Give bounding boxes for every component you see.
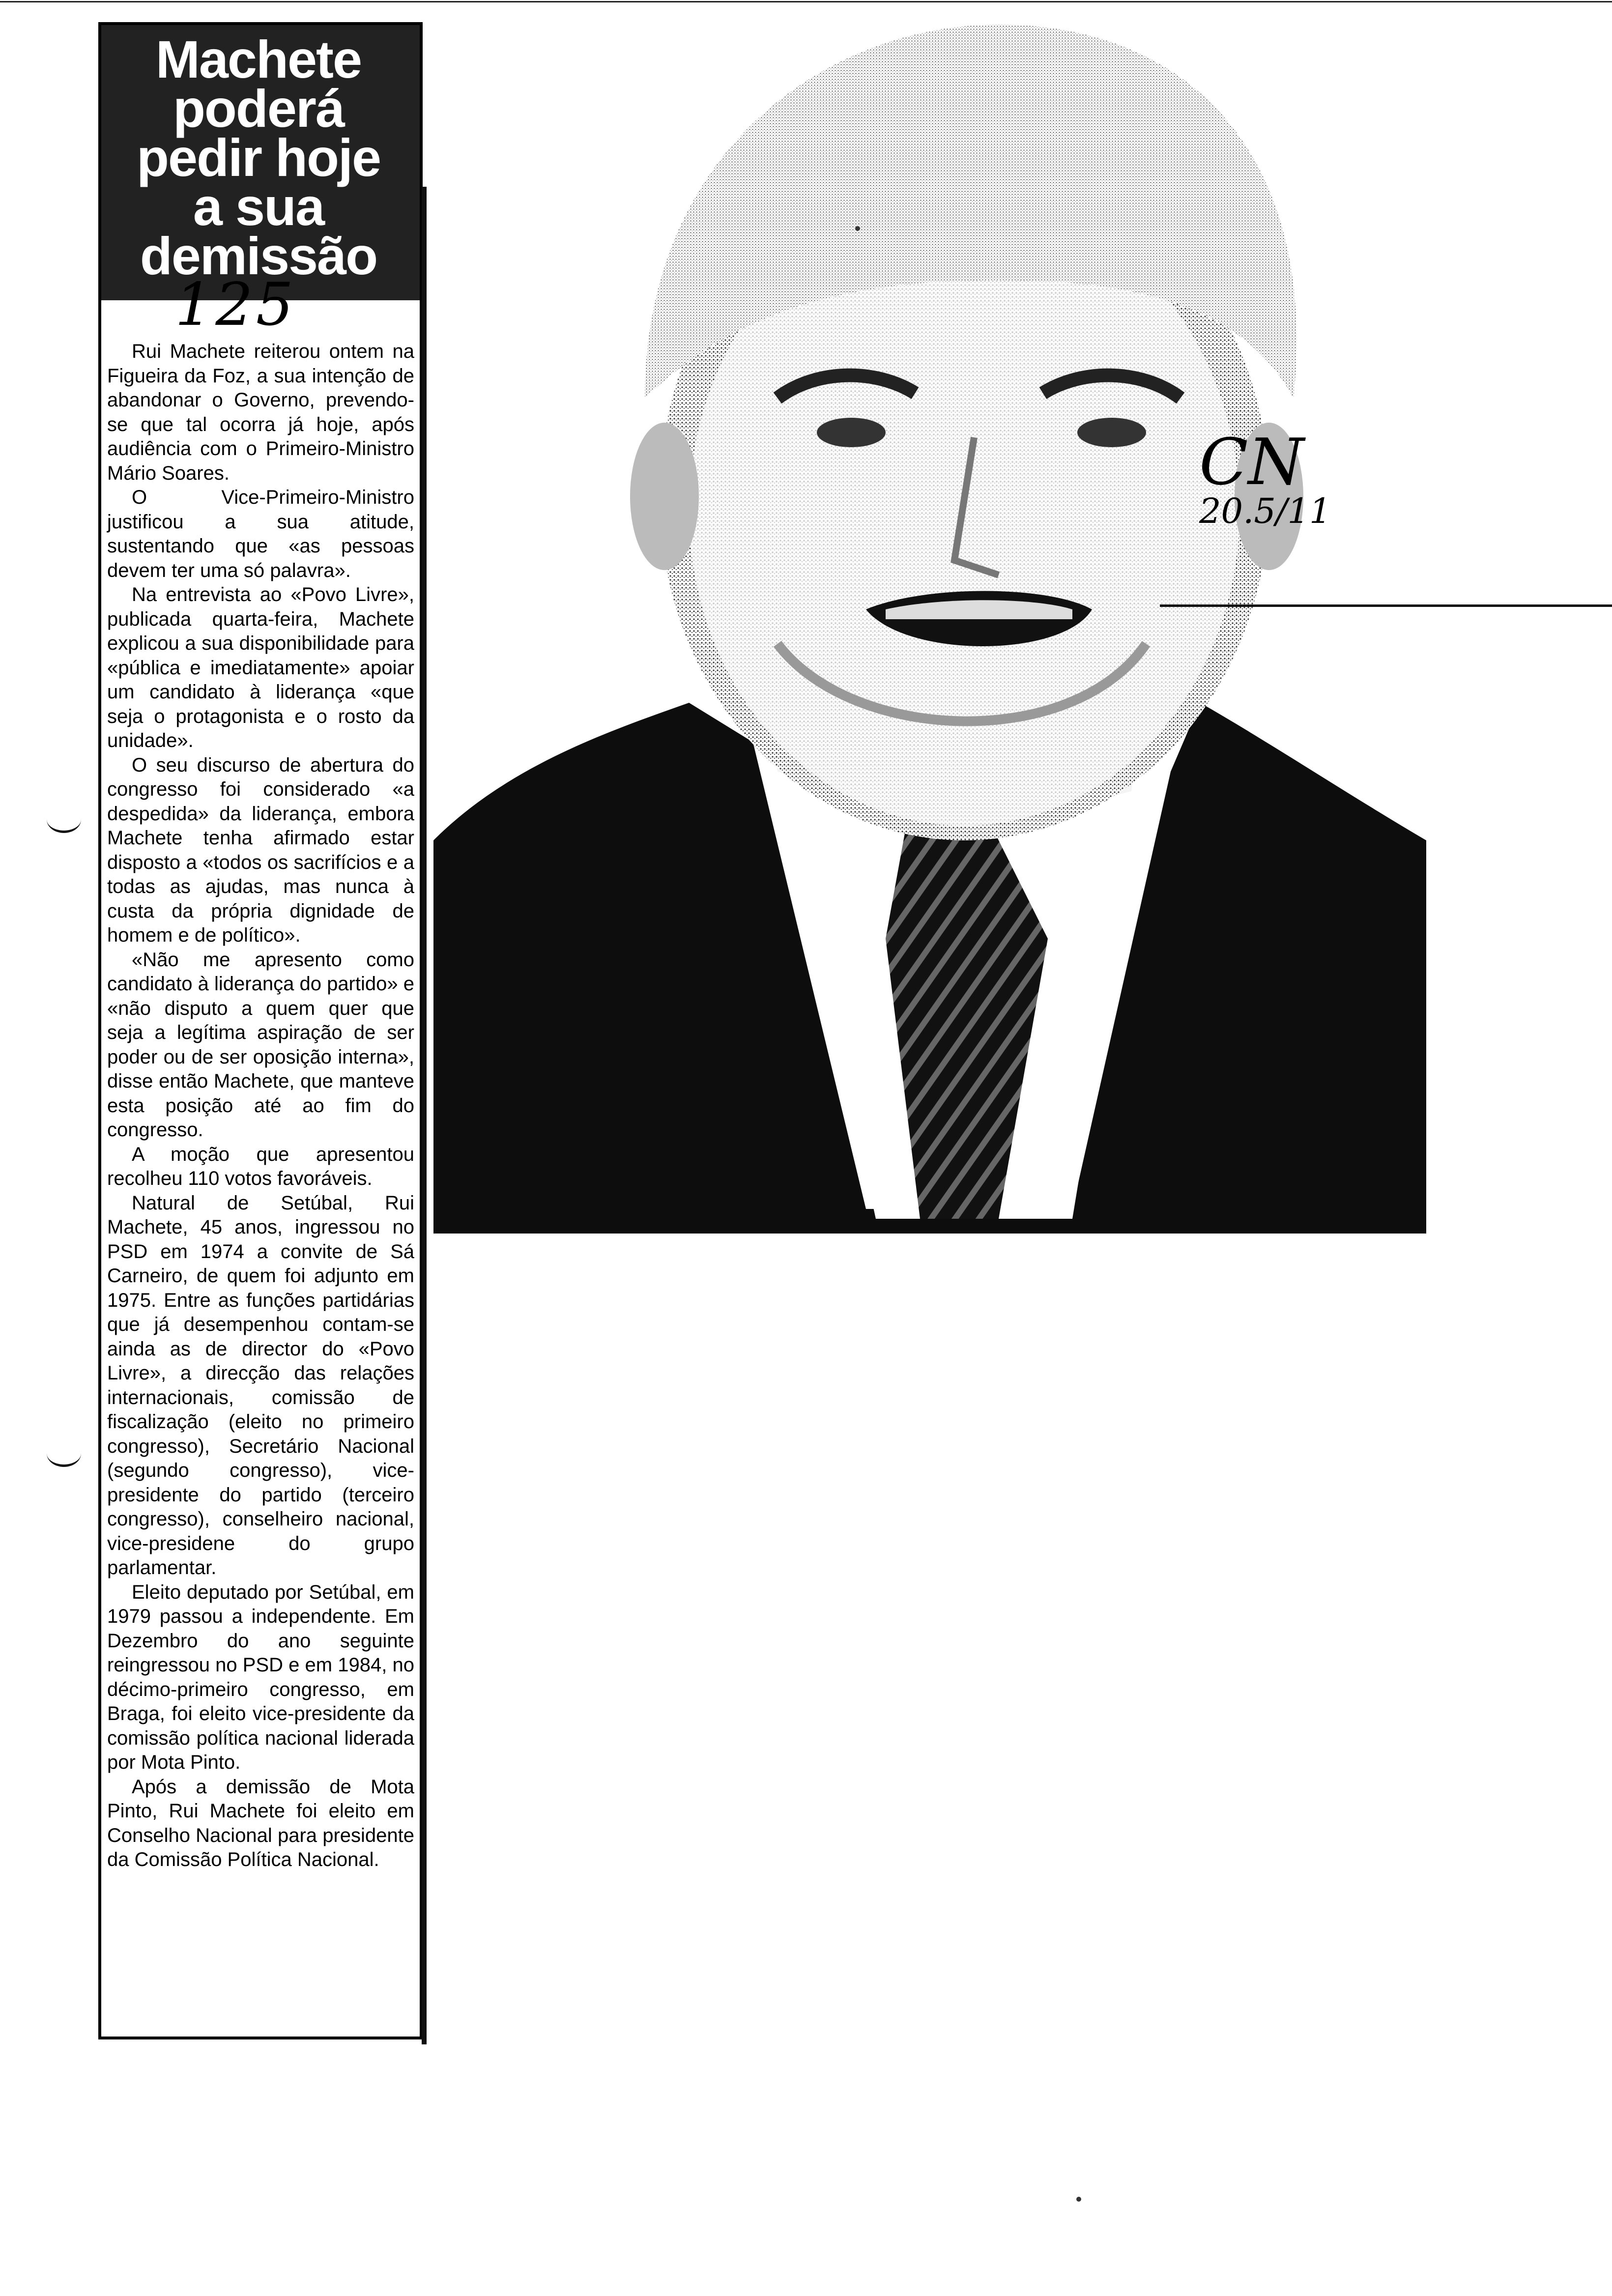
annotation-underline — [1160, 604, 1612, 607]
article-paragraph: Eleito deputado por Setúbal, em 1979 passou a independente. Em Dezembro do ano seguinte reingressou no PSD e em 1984, no décimo-primeiro congresso, em Braga, foi eleito vice-presidente da comissão política nacional liderada por Mota Pinto. — [107, 1581, 414, 1773]
portrait-photo-icon — [433, 5, 1426, 1234]
article-paragraph: «Não me apresento como candidato à liderança do partido» e «não disputo a quem quer que seja a legítima aspiração de ser poder ou de ser oposição interna», disse então Machete, que manteve esta posição até ao fim do congresso. — [107, 948, 414, 1141]
headline — [121, 29, 396, 286]
newspaper-clipping — [98, 22, 423, 2039]
clipping-cut-edge — [422, 187, 427, 2044]
headline-box — [101, 25, 420, 300]
headline-line: Machete — [155, 29, 362, 89]
speck — [855, 226, 860, 231]
headline-line: demissão — [140, 226, 377, 286]
margin-mark — [47, 1440, 81, 1467]
article-paragraph: Na entrevista ao «Povo Livre», publicada quarta-feira, Machete explicou a sua disponibilidade para «pública e imediatamente» apoiar um candidato à liderança «que seja o protagonista e o rosto da unidade». — [107, 584, 414, 751]
article-paragraph: O seu discurso de abertura do congresso foi considerado «a despedida» da liderança, embora Machete tenha afirmado estar disposto a «todos os sacrifícios e a todas as ajudas, mas nunca à custa da própria dignidade de homem e de político». — [107, 754, 414, 946]
annotation-bottom: 20.5/11 — [1199, 491, 1331, 531]
headline-line: poderá — [173, 79, 345, 138]
article-paragraph: Rui Machete reiterou ontem na Figueira da Foz, a sua intenção de abandonar o Governo, prevendo-se que tal ocorra já hoje, após audiência com o Primeiro-Ministro Mário Soares. — [107, 341, 414, 484]
article-body — [107, 340, 414, 1872]
headline-line: a sua — [193, 177, 324, 236]
page-top-rule — [0, 1, 1612, 2]
annotation-top: CN — [1199, 425, 1304, 499]
article-paragraph: A moção que apresentou recolheu 110 votos favoráveis. — [107, 1143, 414, 1189]
handwritten-annotation — [1199, 425, 1331, 531]
article-paragraph: O Vice-Primeiro-Ministro justificou a sua atitude, sustentando que «as pessoas devem ter uma só palavra». — [107, 487, 414, 581]
margin-mark — [47, 806, 81, 833]
handwritten-page-mark: 125 — [175, 271, 297, 339]
article-paragraph: Após a demissão de Mota Pinto, Rui Machete foi eleito em Conselho Nacional para presidente da Comissão Política Nacional. — [107, 1776, 414, 1870]
headline-line: pedir hoje — [136, 128, 381, 187]
speck — [1076, 2197, 1081, 2202]
article-paragraph: Natural de Setúbal, Rui Machete, 45 anos, ingressou no PSD em 1974 a convite de Sá Carneiro, de quem foi adjunto em 1975. Entre as funções partidárias que já desempenhou contam-se ainda as de director do «Povo Livre», a direcção das relações internacionais, comissão de fiscalização (eleito no primeiro congresso), Secretário Nacional (segundo congresso), vice-presidente do partido (terceiro congresso), conselheiro nacional, vice-presidene do grupo parlamentar. — [107, 1192, 414, 1578]
